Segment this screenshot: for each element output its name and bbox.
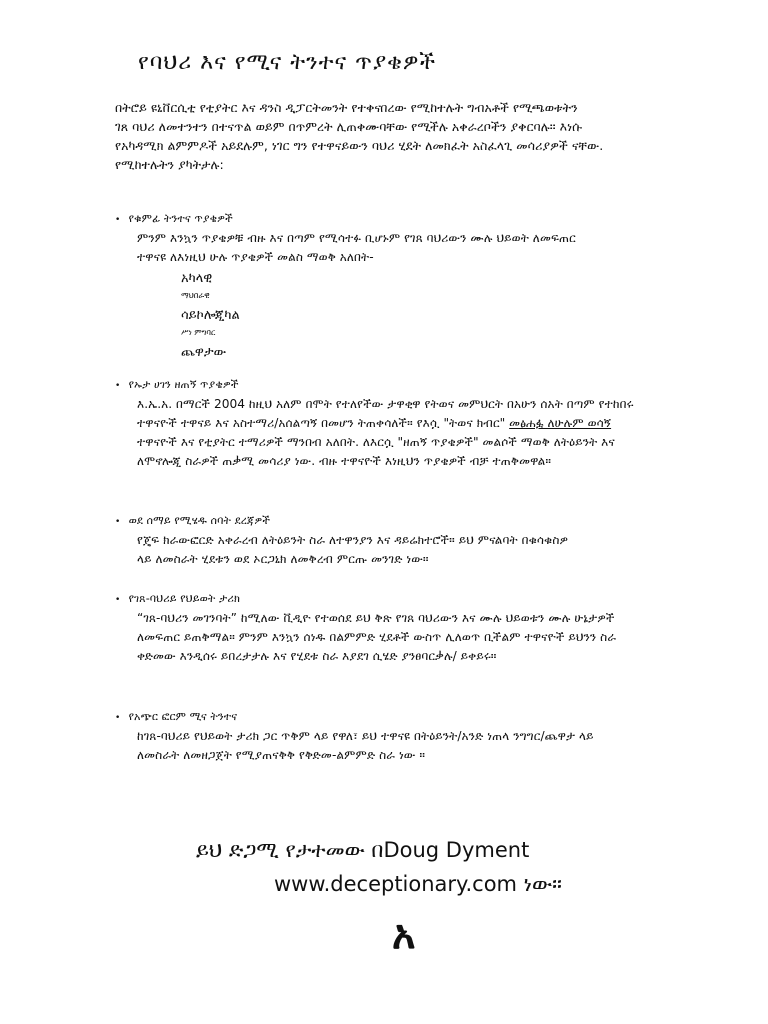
section-short-form-analysis: [115, 708, 725, 765]
sub-item-physical: አካላዊ: [181, 271, 213, 286]
heading-text: ወደ ሰማይ የሚሄዱ ሰባት ደረጃዎች: [128, 514, 271, 527]
heading-text: የገጸ-ባህሪይ የህይወት ታሪክ: [128, 592, 240, 605]
book-link[interactable]: መፅሐፏ ለሁሉም ወሳኝ: [509, 416, 612, 430]
heading-text: የአጭር ፎርም ሚና ትንተና: [128, 710, 238, 723]
body-text-a: እ.ኤ.አ. በማርች 2004 ከዚህ አለም በሞት የተለየችው ታዋቂዋ የትወና መምህርት በአሁን ሰአት በጣም የተከበሩ ተዋናዮች ተዋናይ እና አስተማሪ/አሰልጣኝ በመሆን ትጠቀሳለች። የእሷ "ትወና ክብር": [137, 397, 634, 430]
reprint-credit: ይህ ድጋሚ የታተመው በDoug Dyment: [196, 838, 530, 862]
section-body: የጄፍ ክራውፎርድ አቀራረብ ለትዕይንት ስራ ለተዋንያን እና ዳይሬክተሮች። ይህ ምናልባት በቁሳቁስዎ ላይ ለመስራት ሂደቱን ወደ ኦርጋኒክ ለመቅረብ ምርጡ መንገድ ነው።: [137, 533, 569, 566]
section-character-analysis: [115, 210, 725, 363]
section-heading: [115, 590, 725, 609]
section-heading: [115, 708, 725, 727]
bullet-icon: •: [115, 713, 121, 723]
document-title: የባህሪ እና የሚና ትንተና ጥያቄዎች: [138, 50, 437, 75]
heading-text: የኡታ ሀገን ዘጠኝ ጥያቄዎች: [128, 378, 239, 391]
intro-paragraph: በትሮይ ዩኒቨርሲቲ የቲያትር እና ዳንስ ዲፓርትመንት የተቀናበረው የሚከተሉት ግብአቶች የሚጫወቱትን ገጸ ባህሪ ለመተንተን በተናጥል ወይም በጥምረት ሊጠቀሙባቸው የሚችሉ አቀራረቦችን ያቀርባሉ። እነሱ የአካዳሚክ ልምምዶች አይደሉም, ነገር ግን የተዋናይውን ባህሪ ሂደት ለመክፈት አስፈላጊ መሳሪያዎች ናቸው. የሚከተሉትን ያካትታሉ:: [115, 100, 604, 172]
bullet-icon: •: [115, 215, 121, 225]
section-seven-steps: [115, 512, 725, 569]
page-mark: አ: [392, 912, 416, 958]
sub-item-psychological: ሳይኮሎጂካል: [181, 308, 240, 323]
sub-item-note: ሥነ ምግባር: [181, 328, 216, 337]
website-link[interactable]: www.deceptionary.com ነው።: [274, 872, 562, 896]
bullet-icon: •: [115, 595, 121, 605]
bullet-icon: •: [115, 517, 121, 527]
section-uta-hagen: [115, 376, 725, 471]
section-heading: [115, 512, 725, 531]
sub-item-play: ጨዋታው: [181, 345, 227, 360]
section-body: “ገጸ-ባህሪን መገንባት” ከሚለው ቪዲዮ የተወሰደ ይህ ቅጽ የገጸ ባህሪውን እና ሙሉ ህይወቱን ሙሉ ሁኔታዎች ለመፍጠር ይጠቅማል። ምንም እንኳን ሰነዱ በልምምድ ሂደቶች ውስጥ ሊለወጥ ቢችልም ተዋናዮች ይህንን ስራ ቀድመው እንዲሰሩ ይበረታታሉ እና የሂደቱ ስራ እያደገ ሲሄድ ያንፀባርቃሉ/ ይቀይሩ።: [137, 611, 617, 663]
sub-item-note: ማህበራዊ: [181, 291, 210, 300]
sub-list: [181, 269, 725, 363]
bullet-icon: •: [115, 381, 121, 391]
section-heading: [115, 210, 725, 229]
section-heading: [115, 376, 725, 395]
section-body: ምንም እንኳን ጥያቄዎቹ ብዙ እና በጣም የሚሳተፉ ቢሆኑም የገጸ ባህሪውን ሙሉ ህይወት ለመፍጠር ተዋናዩ ለእነዚህ ሁሉ ጥያቄዎች መልስ ማወቅ አለበት-: [137, 231, 576, 264]
heading-text: የቁምፊ ትንተና ጥያቄዎች: [128, 212, 233, 225]
section-body: ከገጸ-ባህሪይ የህይወት ታሪክ ጋር ጥቅም ላይ የዋለ፣ ይህ ተዋናዩ በትዕይንት/አንድ ነጠላ ንግግር/ጨዋታ ላይ ለመስራት ለመዘጋጀት የሚያጠናቅቅ የቅድመ-ልምምድ ስራ ነው ።: [137, 729, 594, 762]
body-text-b: ተዋናዮች እና የቲያትር ተማሪዎች ማንበብ አለበት. ለእርሷ "ዘጠኝ ጥያቄዎች" መልሶች ማወቅ ለትዕይንት እና ለሞኖሎጂ ስራዎች ጠቃሚ መሳሪያ ነው. ብዙ ተዋናዮች እነዚህን ጥያቄዎች ብቻ ተጠቅመዋል።: [137, 435, 615, 468]
section-character-biography: [115, 590, 725, 666]
section-body: [137, 395, 725, 471]
